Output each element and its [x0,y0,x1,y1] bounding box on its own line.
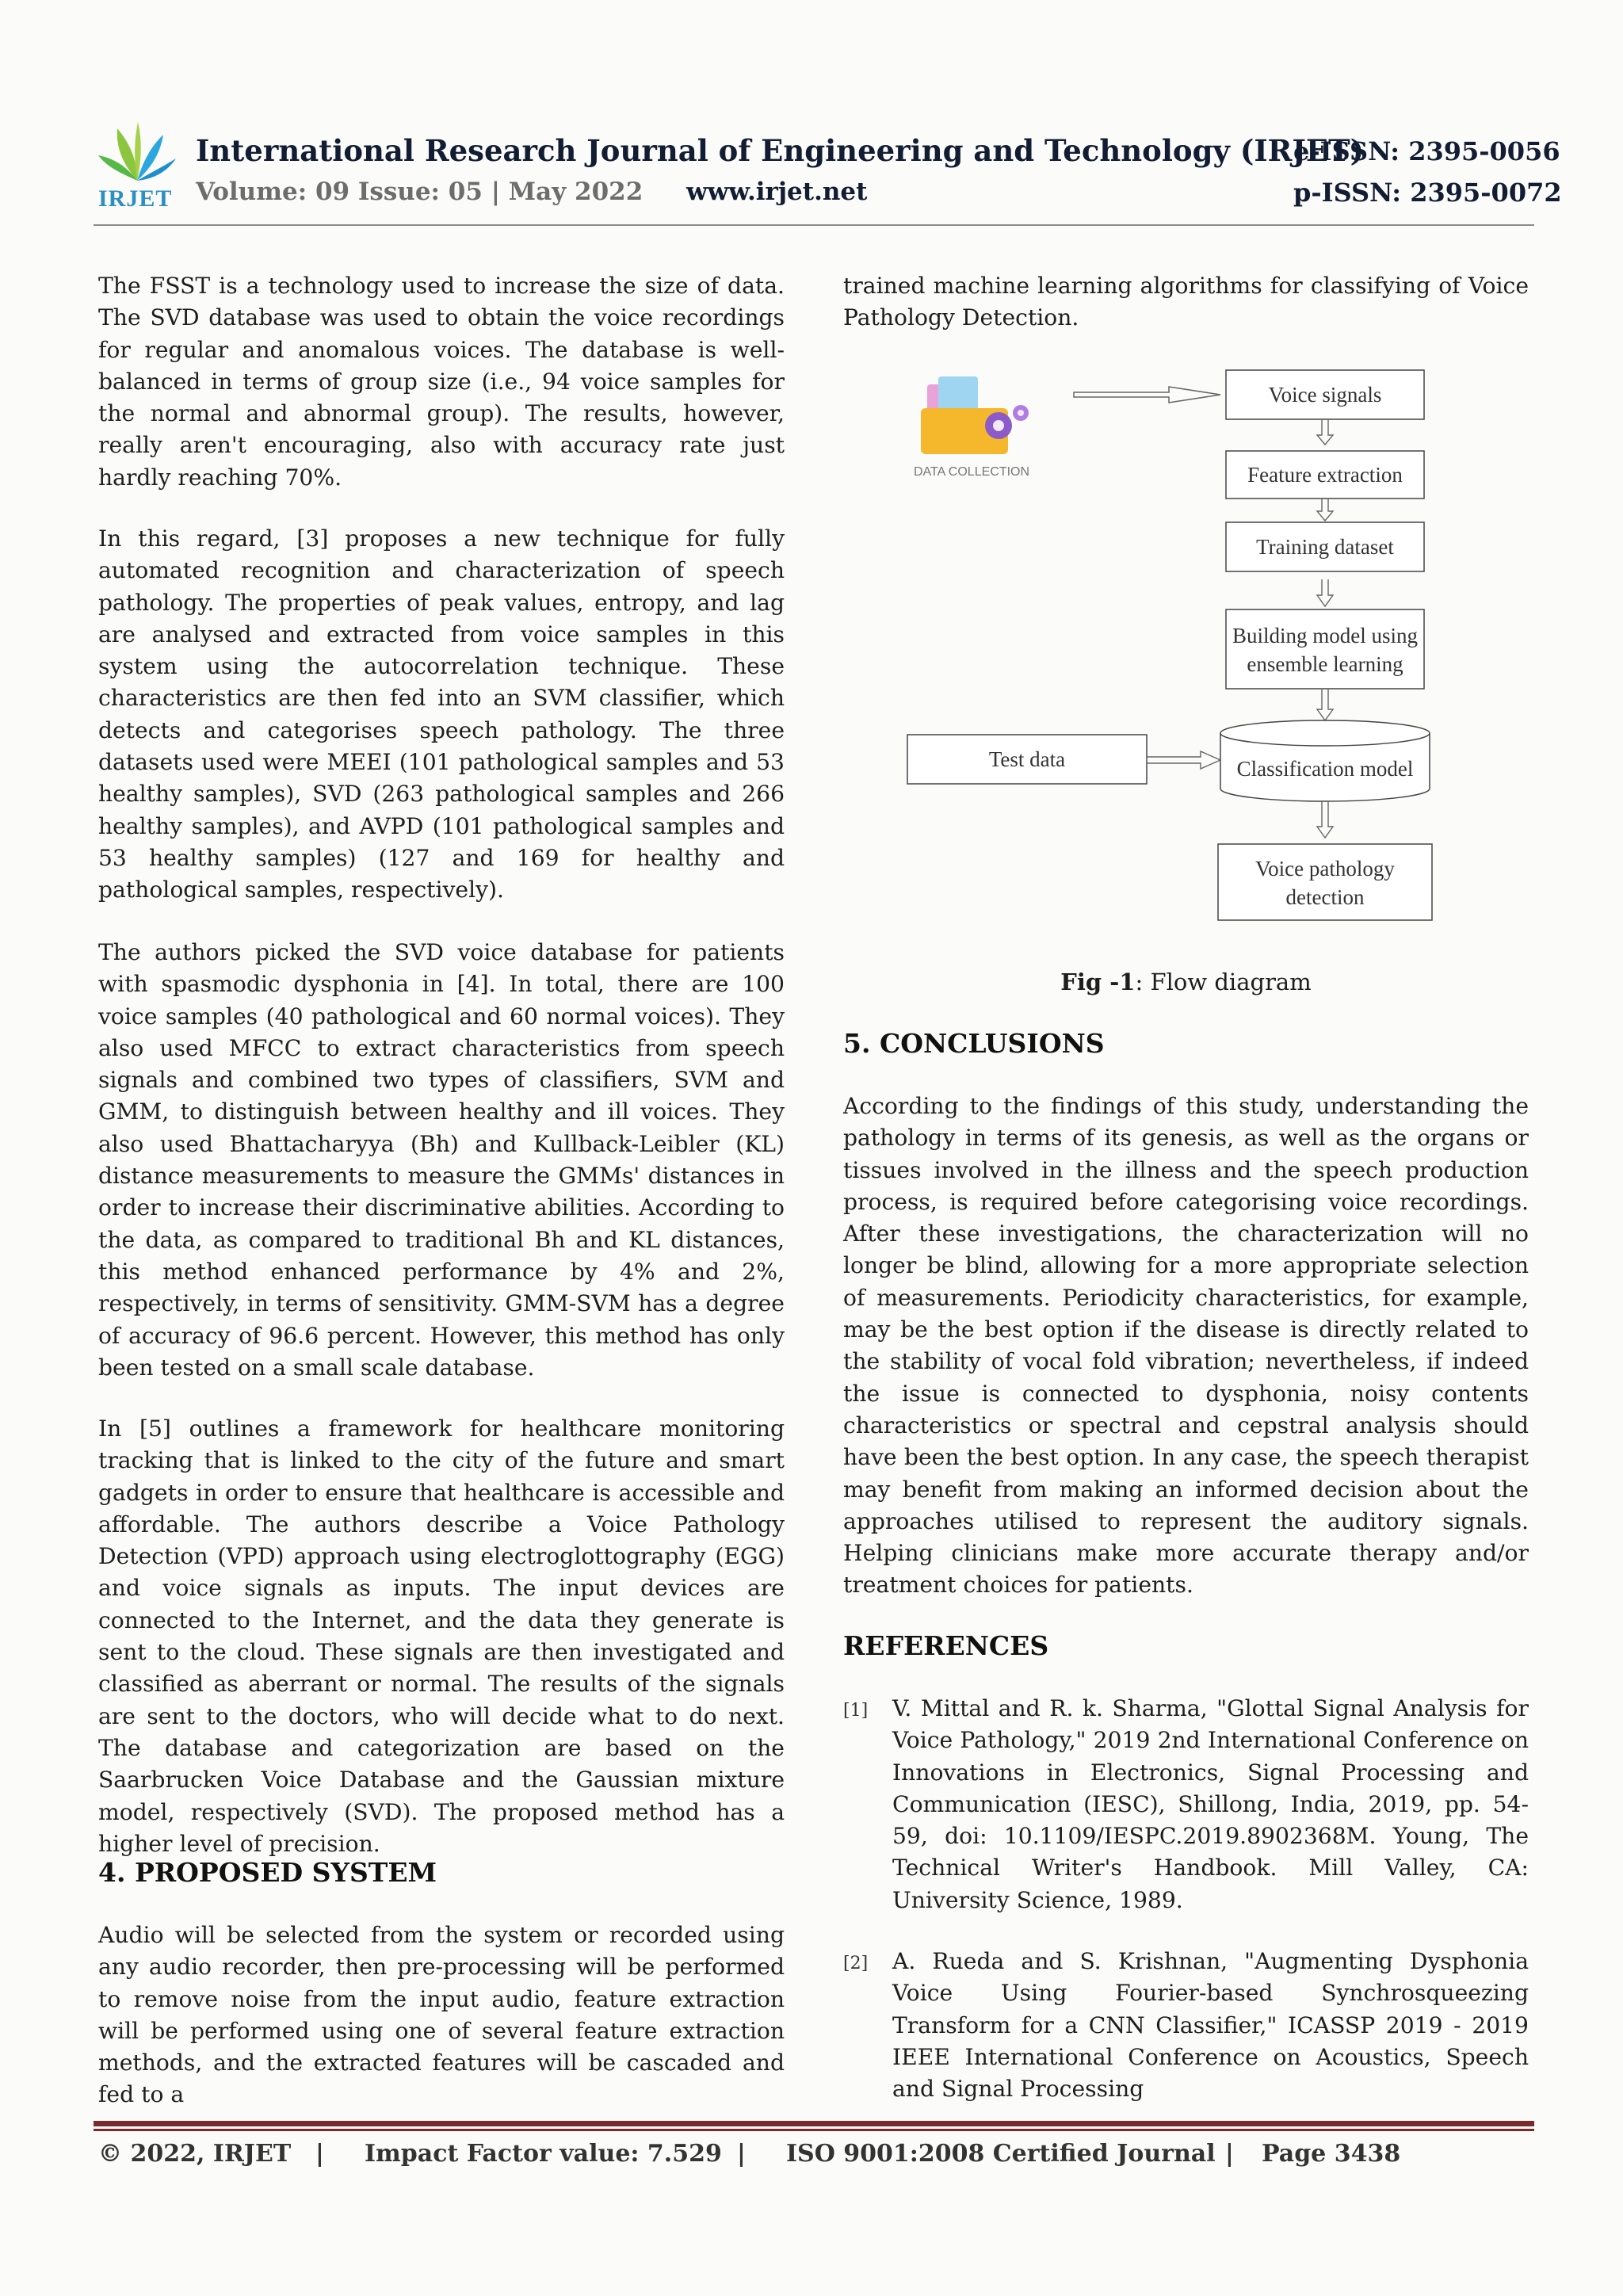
paragraph-autocorrelation: In this regard, [3] proposes a new technique for fully automated recognition and characterization of speech pathology. The properties of peak values, entropy, and lag are analysed and extracted from voice samples in this system using the autocorrelation technique. These characteristics are then fed into an SVM classifier, which detects and categorises speech pathology. The three datasets used were MEEI (101 pathological samples and 53 healthy samples), SVD (263 pathological samples and 266 healthy samples), and AVPD (101 pathological samples and 53 healthy samples) (127 and 169 for healthy and pathological samples, respectively). [98,525,785,904]
box-building-model [1226,609,1424,689]
paragraph-svd-dysphonia: The authors picked the SVD voice database for patients with spasmodic dysphonia in [4]. In total, there are 100 voice samples (40 pathological and 60 normal voices). They also used MFCC to extract characteristics from speech signals and combined two types of classifiers, SVM and GMM, to distinguish between healthy and ill voices. They also used Bhattacharyya (Bh) and Kullback-Leibler (KL) distance measurements to measure the GMMs' distances in order to increase their discriminative abilities. According to the data, as compared to traditional Bh and KL distances, this method enhanced performance by 4% and 2%, respectively, in terms of sensitivity. GMM-SVM has a degree of accuracy of 96.6 percent. However, this method has only been tested on a small scale database. [98,939,785,1381]
section-heading-conclusions: 5. CONCLUSIONS [843,1028,1105,1059]
reference-item: A. Rueda and S. Krishnan, "Augmenting Dysphonia Voice Using Fourier-based Synchrosqueezing Transform for a CNN Classifier," ICASSP 2019 - 2019 IEEE International Conference on Acoustics, Speech and Signal Processing [892,1948,1529,2103]
flow-diagram [903,361,1474,931]
figure-title: : Flow diagram [1135,968,1312,995]
voice-signals-label: Voice signals [1268,383,1382,407]
data-collection-label: DATA COLLECTION [913,465,1030,479]
footer-page-number: Page 3438 [1262,2140,1401,2168]
section-heading-references: REFERENCES [843,1630,1049,1661]
paragraph-proposed-system: Audio will be selected from the system or recorded using any audio recorder, then pre-processing will be performed to remove noise from the input audio, feature extraction will be performed using one of several feature extraction methods, and the extracted features will be cascaded and fed to a [98,1922,785,2108]
figure-caption [843,968,1529,995]
paragraph-conclusions: According to the findings of this study, understanding the pathology in terms of its genesis, as well as the organs or tissues involved in the illness and the speech production process, is required before categorising voice recordings. After these investigations, the characterization will no longer be blind, allowing for a more appropriate selection of measurements. Periodicity characteristics, for example, may be the best option if the disease is directly related to the stability of vocal fold vibration; nevertheless, if indeed the issue is connected to dysphonia, noisy contents characteristics or spectral and cepstral analysis should have been the best option. In any case, the speech therapist may benefit from making an informed decision about the approaches utilised to represent the auditory signals. Helping clinicians make more accurate therapy and/or treatment choices for patients. [843,1093,1529,1599]
detection-line1: Voice pathology [1255,857,1395,881]
logo-text: IRJET [98,185,173,212]
data-collection-illustration-icon [921,376,1029,454]
header-divider [94,224,1534,226]
footer-separator: | [315,2140,324,2168]
journal-website-link[interactable]: www.irjet.net [686,178,868,206]
reference-number: [1] [843,1701,869,1721]
footer-separator: | [737,2140,746,2168]
building-model-line1: Building model using [1232,624,1419,648]
detection-line2: detection [1285,885,1365,909]
footer-impact-factor: Impact Factor value: 7.529 [365,2140,722,2168]
volume-issue: Volume: 09 Issue: 05 | May 2022 [196,178,643,206]
journal-title: International Research Journal of Engineering and Technology (IRJET) [196,133,1365,168]
paragraph-healthcare-monitoring: In [5] outlines a framework for healthcare monitoring tracking that is linked to the city of the future and smart gadgets in order to ensure that healthcare is accessible and affordable. The authors describe a Voice Pathology Detection (VPD) approach using electroglottography (EGG) and voice signals as inputs. The input devices are connected to the Internet, and the data they generate is sent to the cloud. These signals are then investigated and classified as aberrant or normal. The results of the signals are sent to the doctors, who will decide what to do next. The database and categorization are based on the Saarbrucken Voice Database and the Gaussian mixture model, respectively (SVD). The proposed method has a higher level of precision. [98,1415,785,1857]
section-heading-proposed-system: 4. PROPOSED SYSTEM [98,1857,437,1888]
arrow-to-voice-signals [1074,387,1220,403]
classification-model-label: Classification model [1236,757,1414,781]
feature-extraction-label: Feature extraction [1247,463,1403,487]
reference-number: [2] [843,1954,869,1973]
footer-iso: ISO 9001:2008 Certified Journal [786,2140,1216,2168]
building-model-line2: ensemble learning [1247,652,1403,676]
test-data-label: Test data [988,747,1066,771]
training-dataset-label: Training dataset [1256,535,1394,559]
reference-item: V. Mittal and R. k. Sharma, "Glottal Signal Analysis for Voice Pathology," 2019 2nd International Conference on Innovations in Electronics, Signal Processing and Communication (IESC), Shillong, India, 2019, pp. 54-59, doi: 10.1109/IESPC.2019.8902368M. Young, The Technical Writer's Handbook. Mill Valley, CA: University Science, 1989. [892,1695,1529,1913]
journal-logo [94,119,181,214]
paragraph-continued: trained machine learning algorithms for classifying of Voice Pathology Detection. [843,273,1529,331]
footer-divider [94,2121,1534,2126]
arrow-test-to-classification [1147,751,1220,769]
paragraph-fsst: The FSST is a technology used to increase the size of data. The SVD database was used to obtain the voice recordings for regular and anomalous voices. The database is well-balanced in terms of group size (i.e., 94 voice samples for the normal and abnormal group). The results, however, really aren't encouraging, also with accuracy rate just hardly reaching 70%. [98,273,785,491]
p-issn: p-ISSN: 2395-0072 [1293,178,1562,208]
figure-label: Fig -1 [1060,968,1136,995]
e-issn: e-ISSN: 2395-0056 [1293,136,1560,166]
footer-copyright: © 2022, IRJET [98,2140,292,2168]
footer-divider-thin [94,2129,1534,2131]
footer-separator: | [1225,2140,1234,2168]
